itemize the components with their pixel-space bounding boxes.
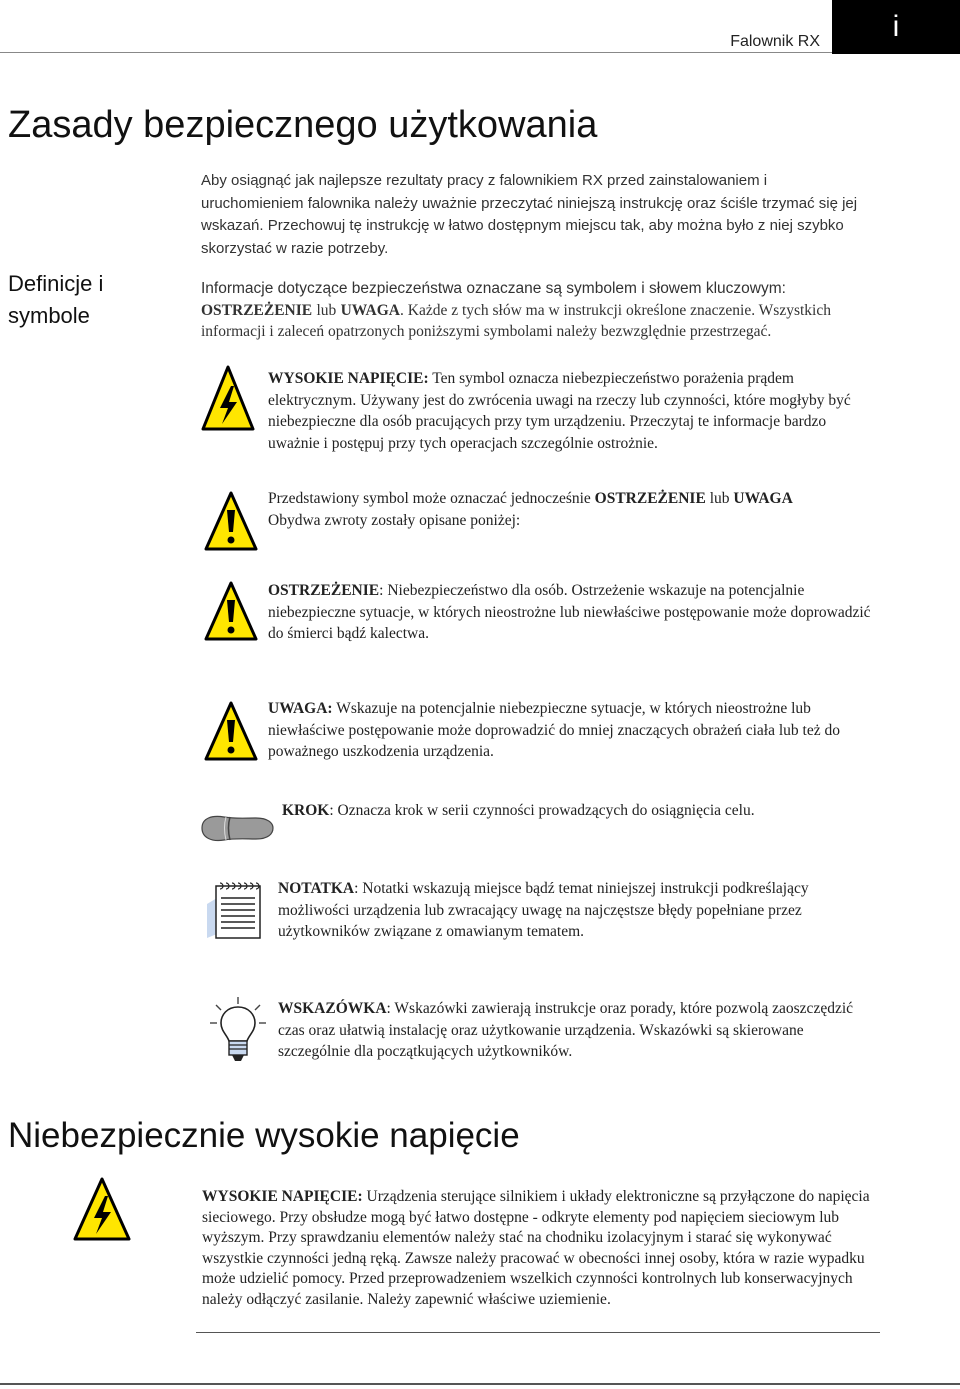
note-text: : Notatki wskazują miejsce bądź temat niniejszej instrukcji podkreślający możliwości urządzenia lub zwracający uwagę na najczęstsze błędy popełniane przez użytkowników związane z omawianym tematem.: [278, 880, 809, 940]
intro-paragraph: Aby osiągnąć jak najlepsze rezultaty pracy z falownikiem RX przed zainstalowaniem i uruchomieniem falownika należy uważnie przeczytać niniejszą instrukcję oraz ściśle trzymać się jej wskazań. Przechowuj tę instrukcję w łatwo dostępnym miejscu tak, aby można było z niej szybko skorzystać w razie potrzeby.: [201, 172, 858, 257]
caution-label: UWAGA:: [268, 700, 333, 717]
symbol-item: [268, 488, 880, 531]
symbol-or-word: lub: [705, 490, 734, 507]
high-voltage-danger-text: Urządzenia sterujące silnikiem i układy elektroniczne są przyłączone do napięcia sieciowego. Przy obsłudze mogą być łatwo dostępne - odkryte elementy pod napięciem sieciowym lub wyższym. Przy sprawdzaniu elementów należy stać na chodniku izolacyjnym i starać się wykonywać wszystkie czynności jedną ręką. Zawsze należy pracować w obecności innej osoby, która w razie wypadku może udzielić pomocy. Przed przeprowadzeniem wszelkich czynności kontrolnych lub konserwacyjnych należy odłączyć zasilanie. Należy zapewnić właściwe uziemienie.: [202, 1188, 870, 1308]
running-header-title: Falownik RX: [730, 33, 820, 50]
section-heading-high-voltage: Niebezpiecznie wysokie napięcie: [8, 1116, 520, 1155]
header-rule: [0, 52, 832, 53]
definitions-heading-line1: Definicje i: [8, 271, 104, 296]
footer-rule: [0, 1383, 960, 1385]
note-item: [278, 878, 878, 943]
symbol-text-1: Przedstawiony symbol może oznaczać jednocześnie: [268, 490, 595, 507]
chapter-tab: i: [832, 0, 960, 54]
warning-item: [268, 580, 880, 645]
high-voltage-danger-label: WYSOKIE NAPIĘCIE:: [202, 1188, 363, 1205]
warning-text: : Niebezpieczeństwo dla osób. Ostrzeżenie wskazuje na potencjalnie niebezpieczne sytuacje, w których nieostrożne lub niewłaściwe postępowanie może doprowadzić do śmierci bądź kalectwa.: [268, 582, 871, 642]
caution-item: [268, 698, 880, 763]
definitions-heading: [8, 268, 168, 332]
symbol-warning-keyword: OSTRZEŻENIE: [594, 490, 706, 507]
high-voltage-item: [268, 368, 880, 454]
high-voltage-triangle-icon: [200, 364, 256, 432]
tip-text: : Wskazówki zawierają instrukcje oraz porady, które pozwolą zaoszczędzić czas oraz ułatwią instalację oraz użytkowanie urządzenia. Wskazówki są skierowane szczególnie dla początkujących użytkowników.: [278, 1000, 854, 1060]
symbol-caution-keyword: UWAGA: [733, 490, 793, 507]
definitions-heading-line2: symbole: [8, 303, 90, 328]
step-label: KROK: [282, 802, 330, 819]
paragraph-rule: [196, 1332, 880, 1333]
warning-keyword: OSTRZEŻENIE: [201, 301, 313, 319]
definitions-text-1: Informacje dotyczące bezpieczeństwa oznaczane są symbolem i słowem kluczowym:: [201, 280, 786, 297]
lightbulb-icon: [208, 995, 268, 1067]
high-voltage-text: Ten symbol oznacza niebezpieczeństwo porażenia prądem elektrycznym. Używany jest do zwrócenia uwagi na rzeczy lub czynności, które mogłyby być niebezpieczne dla osób pracujących przy tym urządzeniu. Przeczytaj te informacje bardzo uważnie i postępuj przy tych operacjach szczególnie ostrożnie.: [268, 370, 851, 452]
definitions-text-2: . Każde z tych słów ma w instrukcji określone znaczenie. Wszystkich informacji i zaleceń opatrzonych poniższymi symbolami należy bezwzględnie przestrzegać.: [201, 301, 831, 340]
section-heading-safety: Zasady bezpiecznego użytkowania: [8, 104, 598, 146]
caution-keyword: UWAGA: [340, 301, 400, 319]
exclamation-triangle-icon: [203, 490, 259, 552]
high-voltage-label: WYSOKIE NAPIĘCIE:: [268, 370, 429, 387]
exclamation-triangle-icon: [203, 580, 259, 642]
symbol-text-2: Obydwa zwroty zostały opisane poniżej:: [268, 511, 521, 529]
step-text: : Oznacza krok w serii czynności prowadzących do osiągnięcia celu.: [329, 802, 755, 819]
footprint-icon: [198, 812, 276, 844]
exclamation-triangle-icon: [203, 700, 259, 762]
high-voltage-danger-paragraph: [202, 1187, 882, 1310]
notepad-icon: [203, 880, 265, 942]
or-word: lub: [316, 301, 337, 319]
high-voltage-triangle-icon: [72, 1176, 132, 1242]
warning-label: OSTRZEŻENIE: [268, 582, 380, 599]
caution-text: Wskazuje na potencjalnie niebezpieczne sytuacje, w których nieostrożne lub niewłaściwe postępowanie może doprowadzić do mniej znaczących obrażeń ciała lub też do poważnego uszkodzenia urządzenia.: [268, 700, 840, 760]
tip-item: [278, 998, 878, 1063]
step-item: [282, 800, 882, 822]
note-label: NOTATKA: [278, 880, 355, 897]
definitions-paragraph: [201, 278, 871, 343]
tip-label: WSKAZÓWKA: [278, 1000, 387, 1017]
